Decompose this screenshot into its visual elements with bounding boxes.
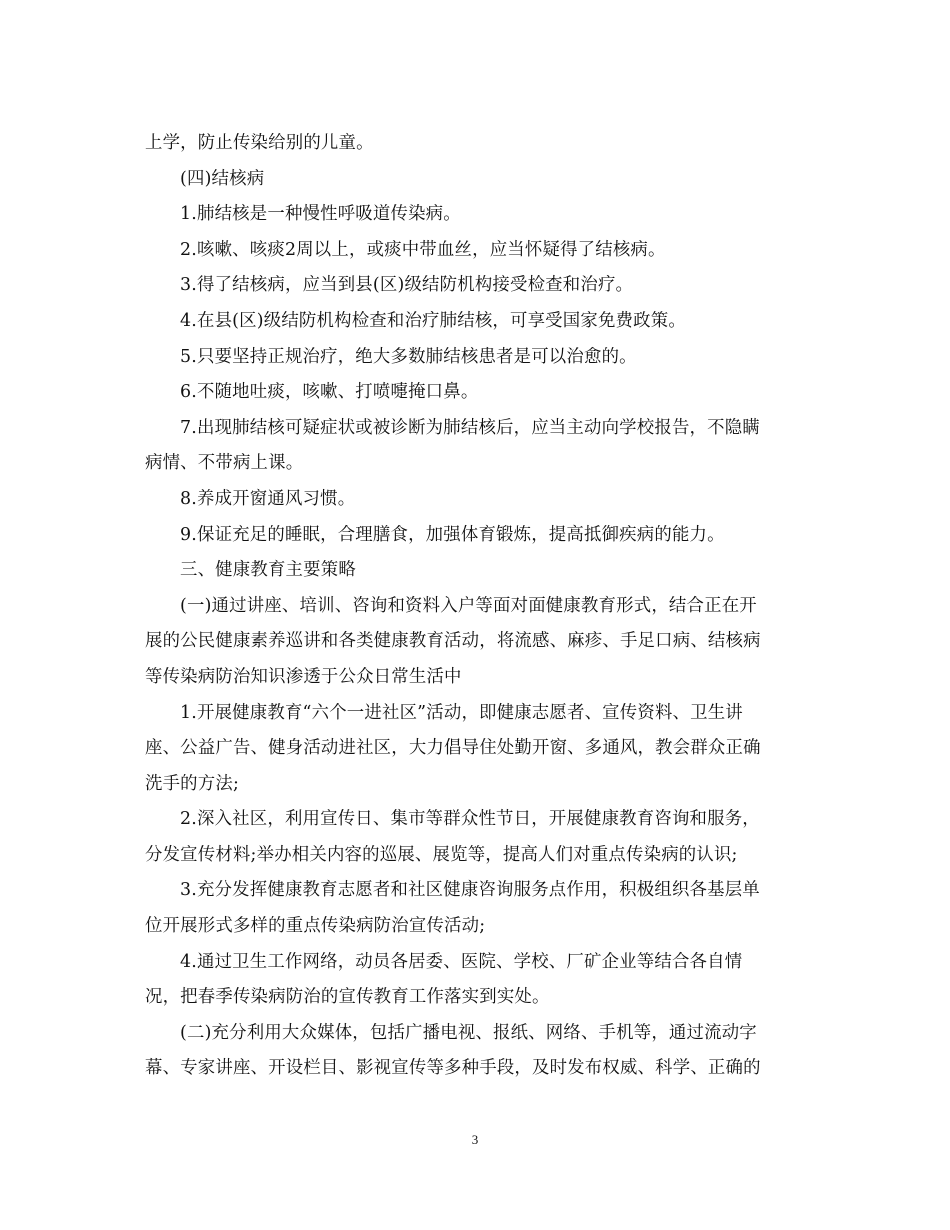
- list-item: 8.养成开窗通风习惯。: [180, 488, 356, 509]
- list-item: 3.得了结核病，应当到县(区)级结防机构接受检查和治疗。: [180, 275, 634, 296]
- text-line: 病情、不带病上课。: [145, 453, 304, 474]
- text-line: 分发宣传材料;举办相关内容的巡展、展览等，提高人们对重点传染病的认识;: [145, 844, 738, 865]
- list-item: 3.充分发挥健康教育志愿者和社区健康咨询服务点作用，积极组织各基层单: [180, 880, 760, 901]
- list-item: 4.在县(区)级结防机构检查和治疗肺结核，可享受国家免费政策。: [180, 310, 686, 331]
- list-item: 4.通过卫生工作网络，动员各居委、医院、学校、厂矿企业等结合各自情: [180, 951, 743, 972]
- list-item: 1.肺结核是一种慢性呼吸道传染病。: [180, 204, 461, 225]
- list-item: 6.不随地吐痰，咳嗽、打喷嚏掩口鼻。: [180, 382, 479, 403]
- text-line: 等传染病防治知识渗透于公众日常生活中: [145, 666, 462, 687]
- paragraph-line: (一)通过讲座、培训、咨询和资料入户等面对面健康教育形式，结合正在开: [180, 595, 757, 616]
- text-line: 位开展形式多样的重点传染病防治宣传活动;: [145, 916, 486, 937]
- list-item: 2.深入社区，利用宣传日、集市等群众性节日，开展健康教育咨询和服务，: [180, 809, 760, 830]
- paragraph-line: (二)充分利用大众媒体，包括广播电视、报纸、网络、手机等，通过流动字: [180, 1022, 757, 1043]
- text-line: 况，把春季传染病防治的宣传教育工作落实到实处。: [145, 987, 550, 1008]
- text-line: 展的公民健康素养巡讲和各类健康教育活动，将流感、麻疹、手足口病、结核病: [145, 631, 761, 652]
- text-line: 洗手的方法;: [145, 773, 240, 794]
- body-text: [145, 126, 807, 1087]
- page-number: 3: [471, 1132, 479, 1147]
- section-heading-tuberculosis: (四)结核病: [180, 168, 265, 189]
- list-item: 9.保证充足的睡眠，合理膳食，加强体育锻炼，提高抵御疾病的能力。: [180, 524, 725, 545]
- list-item: 5.只要坚持正规治疗，绝大多数肺结核患者是可以治愈的。: [180, 346, 637, 367]
- text-line: 幕、专家讲座、开设栏目、影视宣传等多种手段，及时发布权威、科学、正确的: [145, 1058, 761, 1079]
- list-item: 7.出现肺结核可疑症状或被诊断为肺结核后，应当主动向学校报告，不隐瞒: [180, 417, 760, 438]
- text-line: 座、公益广告、健身活动进社区，大力倡导住处勤开窗、多通风，教会群众正确: [145, 738, 761, 759]
- list-item: 1.开展健康教育“六个一进社区”活动，即健康志愿者、宣传资料、卫生讲: [180, 702, 743, 723]
- section-heading-strategy: 三、健康教育主要策略: [180, 560, 356, 581]
- text-line: 上学，防止传染给别的儿童。: [145, 133, 374, 153]
- list-item: 2.咳嗽、咳痰2周以上，或痰中带血丝，应当怀疑得了结核病。: [180, 239, 666, 260]
